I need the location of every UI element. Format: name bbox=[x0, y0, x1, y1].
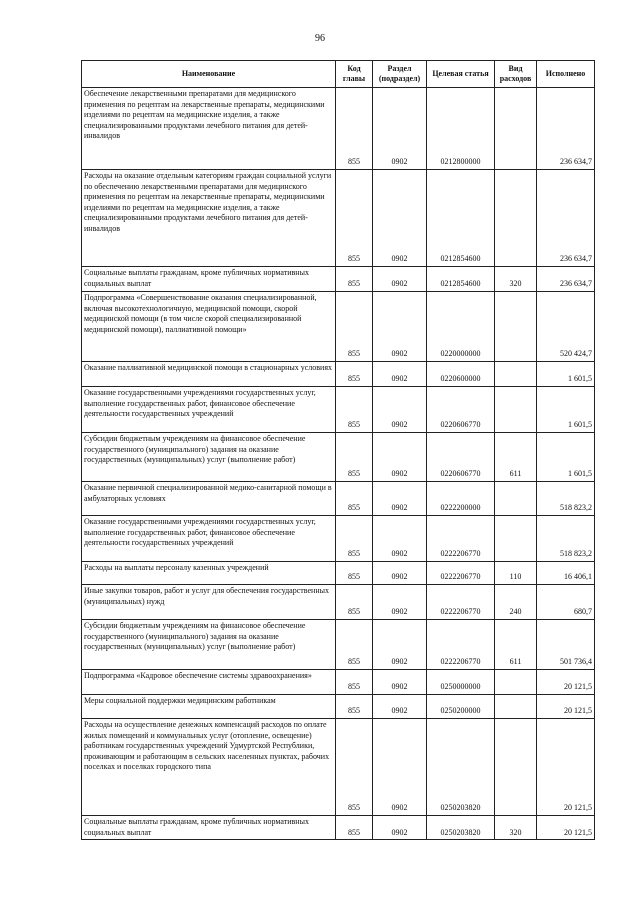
row-section: 0902 bbox=[373, 695, 427, 719]
row-kind: 110 bbox=[495, 562, 537, 585]
row-kind bbox=[495, 482, 537, 516]
table-row bbox=[82, 267, 595, 292]
row-executed: 518 823,2 bbox=[537, 516, 595, 562]
row-section: 0902 bbox=[373, 433, 427, 482]
header-kind: Вид расходов bbox=[495, 61, 537, 88]
row-section: 0902 bbox=[373, 362, 427, 387]
row-name: Обеспечение лекарственными препаратами для медицинского применения по рецептам на лекарственные препараты, медицинскими изделиями по рецептам на медицинские изделия, а также специализированными продуктами лечебного питания для детей-инвалидов bbox=[82, 88, 336, 170]
row-executed: 20 121,5 bbox=[537, 695, 595, 719]
row-executed: 1 601,5 bbox=[537, 362, 595, 387]
row-code: 855 bbox=[336, 292, 373, 362]
row-name: Расходы на осуществление денежных компенсаций расходов по оплате жилых помещений и коммунальных услуг (отопление, освещение) работникам государственных учреждений Удмуртской Республики, проживающим и работающим в сельских населенных пунктах, рабочих поселках и поселках городского типа bbox=[82, 719, 336, 816]
row-name: Оказание паллиативной медицинской помощи в стационарных условиях bbox=[82, 362, 336, 387]
budget-table bbox=[81, 60, 595, 840]
row-target: 0222206770 bbox=[427, 620, 495, 670]
row-kind bbox=[495, 670, 537, 695]
row-kind bbox=[495, 170, 537, 267]
header-target: Целевая статья bbox=[427, 61, 495, 88]
row-target: 0212854600 bbox=[427, 267, 495, 292]
row-target: 0250200000 bbox=[427, 695, 495, 719]
row-code: 855 bbox=[336, 695, 373, 719]
row-code: 855 bbox=[336, 585, 373, 620]
page-number: 96 bbox=[315, 33, 325, 44]
row-executed: 680,7 bbox=[537, 585, 595, 620]
table-row bbox=[82, 433, 595, 482]
row-section: 0902 bbox=[373, 516, 427, 562]
table-header-row bbox=[82, 61, 595, 88]
row-code: 855 bbox=[336, 670, 373, 695]
table-row bbox=[82, 670, 595, 695]
row-code: 855 bbox=[336, 362, 373, 387]
row-executed: 501 736,4 bbox=[537, 620, 595, 670]
row-kind bbox=[495, 387, 537, 433]
row-code: 855 bbox=[336, 433, 373, 482]
row-section: 0902 bbox=[373, 267, 427, 292]
row-kind bbox=[495, 695, 537, 719]
row-code: 855 bbox=[336, 482, 373, 516]
row-kind bbox=[495, 88, 537, 170]
row-kind bbox=[495, 362, 537, 387]
table-row bbox=[82, 292, 595, 362]
row-executed: 1 601,5 bbox=[537, 433, 595, 482]
table-row bbox=[82, 562, 595, 585]
row-code: 855 bbox=[336, 387, 373, 433]
row-name: Оказание государственными учреждениями государственных услуг, выполнение государственных работ, финансовое обеспечение деятельности государственных учреждений bbox=[82, 516, 336, 562]
header-code: Код главы bbox=[336, 61, 373, 88]
row-executed: 16 406,1 bbox=[537, 562, 595, 585]
row-section: 0902 bbox=[373, 482, 427, 516]
row-section: 0902 bbox=[373, 562, 427, 585]
row-target: 0222206770 bbox=[427, 562, 495, 585]
row-code: 855 bbox=[336, 719, 373, 816]
row-section: 0902 bbox=[373, 719, 427, 816]
table-row bbox=[82, 816, 595, 840]
table-row bbox=[82, 516, 595, 562]
row-target: 0220600000 bbox=[427, 362, 495, 387]
row-code: 855 bbox=[336, 816, 373, 840]
row-executed: 20 121,5 bbox=[537, 670, 595, 695]
row-kind: 240 bbox=[495, 585, 537, 620]
row-section: 0902 bbox=[373, 670, 427, 695]
header-name: Наименование bbox=[82, 61, 336, 88]
row-section: 0902 bbox=[373, 292, 427, 362]
row-name: Социальные выплаты гражданам, кроме публичных нормативных социальных выплат bbox=[82, 816, 336, 840]
row-target: 0222206770 bbox=[427, 585, 495, 620]
row-code: 855 bbox=[336, 562, 373, 585]
row-executed: 236 634,7 bbox=[537, 88, 595, 170]
row-name: Меры социальной поддержки медицинским работникам bbox=[82, 695, 336, 719]
row-section: 0902 bbox=[373, 620, 427, 670]
row-kind: 611 bbox=[495, 433, 537, 482]
table-row bbox=[82, 695, 595, 719]
row-target: 0222200000 bbox=[427, 482, 495, 516]
header-section: Раздел (подраздел) bbox=[373, 61, 427, 88]
table-row bbox=[82, 719, 595, 816]
table-row bbox=[82, 387, 595, 433]
row-name: Подпрограмма «Совершенствование оказания специализированной, включая высокотехнологичную, медицинской помощи, скорой медицинской помощи (в том числе скорой специализированной медицинской помощи), паллиативной помощи» bbox=[82, 292, 336, 362]
row-target: 0250203820 bbox=[427, 816, 495, 840]
row-target: 0212854600 bbox=[427, 170, 495, 267]
row-executed: 236 634,7 bbox=[537, 267, 595, 292]
row-executed: 518 823,2 bbox=[537, 482, 595, 516]
row-name: Оказание первичной специализированной медико-санитарной помощи в амбулаторных условиях bbox=[82, 482, 336, 516]
row-target: 0220000000 bbox=[427, 292, 495, 362]
row-kind bbox=[495, 719, 537, 816]
row-kind bbox=[495, 516, 537, 562]
row-target: 0250000000 bbox=[427, 670, 495, 695]
table-row bbox=[82, 362, 595, 387]
table-row bbox=[82, 88, 595, 170]
row-name: Социальные выплаты гражданам, кроме публичных нормативных социальных выплат bbox=[82, 267, 336, 292]
table-row bbox=[82, 585, 595, 620]
row-kind: 320 bbox=[495, 816, 537, 840]
row-code: 855 bbox=[336, 516, 373, 562]
header-executed: Исполнено bbox=[537, 61, 595, 88]
row-executed: 20 121,5 bbox=[537, 719, 595, 816]
row-code: 855 bbox=[336, 620, 373, 670]
row-section: 0902 bbox=[373, 387, 427, 433]
row-name: Расходы на оказание отдельным категориям граждан социальной услуги по обеспечению лекарственными препаратами для медицинского применения по рецептам на лекарственные препараты, медицинскими изделиями по рецептам на медицинские изделия, а также специализированными продуктами лечебного питания для детей-инвалидов bbox=[82, 170, 336, 267]
row-executed: 236 634,7 bbox=[537, 170, 595, 267]
row-kind bbox=[495, 292, 537, 362]
row-executed: 520 424,7 bbox=[537, 292, 595, 362]
row-section: 0902 bbox=[373, 585, 427, 620]
row-target: 0220606770 bbox=[427, 387, 495, 433]
row-section: 0902 bbox=[373, 816, 427, 840]
row-section: 0902 bbox=[373, 170, 427, 267]
row-kind: 320 bbox=[495, 267, 537, 292]
table-row bbox=[82, 170, 595, 267]
row-code: 855 bbox=[336, 267, 373, 292]
row-name: Расходы на выплаты персоналу казенных учреждений bbox=[82, 562, 336, 585]
row-code: 855 bbox=[336, 170, 373, 267]
table-row bbox=[82, 482, 595, 516]
row-executed: 1 601,5 bbox=[537, 387, 595, 433]
row-target: 0222206770 bbox=[427, 516, 495, 562]
row-name: Субсидии бюджетным учреждениям на финансовое обеспечение государственного (муниципального) задания на оказание государственных (муниципальных) услуг (выполнение работ) bbox=[82, 620, 336, 670]
row-name: Иные закупки товаров, работ и услуг для обеспечения государственных (муниципальных) нужд bbox=[82, 585, 336, 620]
row-target: 0250203820 bbox=[427, 719, 495, 816]
table-row bbox=[82, 620, 595, 670]
row-executed: 20 121,5 bbox=[537, 816, 595, 840]
row-kind: 611 bbox=[495, 620, 537, 670]
row-name: Субсидии бюджетным учреждениям на финансовое обеспечение государственного (муниципального) задания на оказание государственных (муниципальных) услуг (выполнение работ) bbox=[82, 433, 336, 482]
row-name: Оказание государственными учреждениями государственных услуг, выполнение государственных работ, финансовое обеспечение деятельности государственных учреждений bbox=[82, 387, 336, 433]
row-name: Подпрограмма «Кадровое обеспечение системы здравоохранения» bbox=[82, 670, 336, 695]
row-code: 855 bbox=[336, 88, 373, 170]
row-target: 0212800000 bbox=[427, 88, 495, 170]
row-target: 0220606770 bbox=[427, 433, 495, 482]
row-section: 0902 bbox=[373, 88, 427, 170]
